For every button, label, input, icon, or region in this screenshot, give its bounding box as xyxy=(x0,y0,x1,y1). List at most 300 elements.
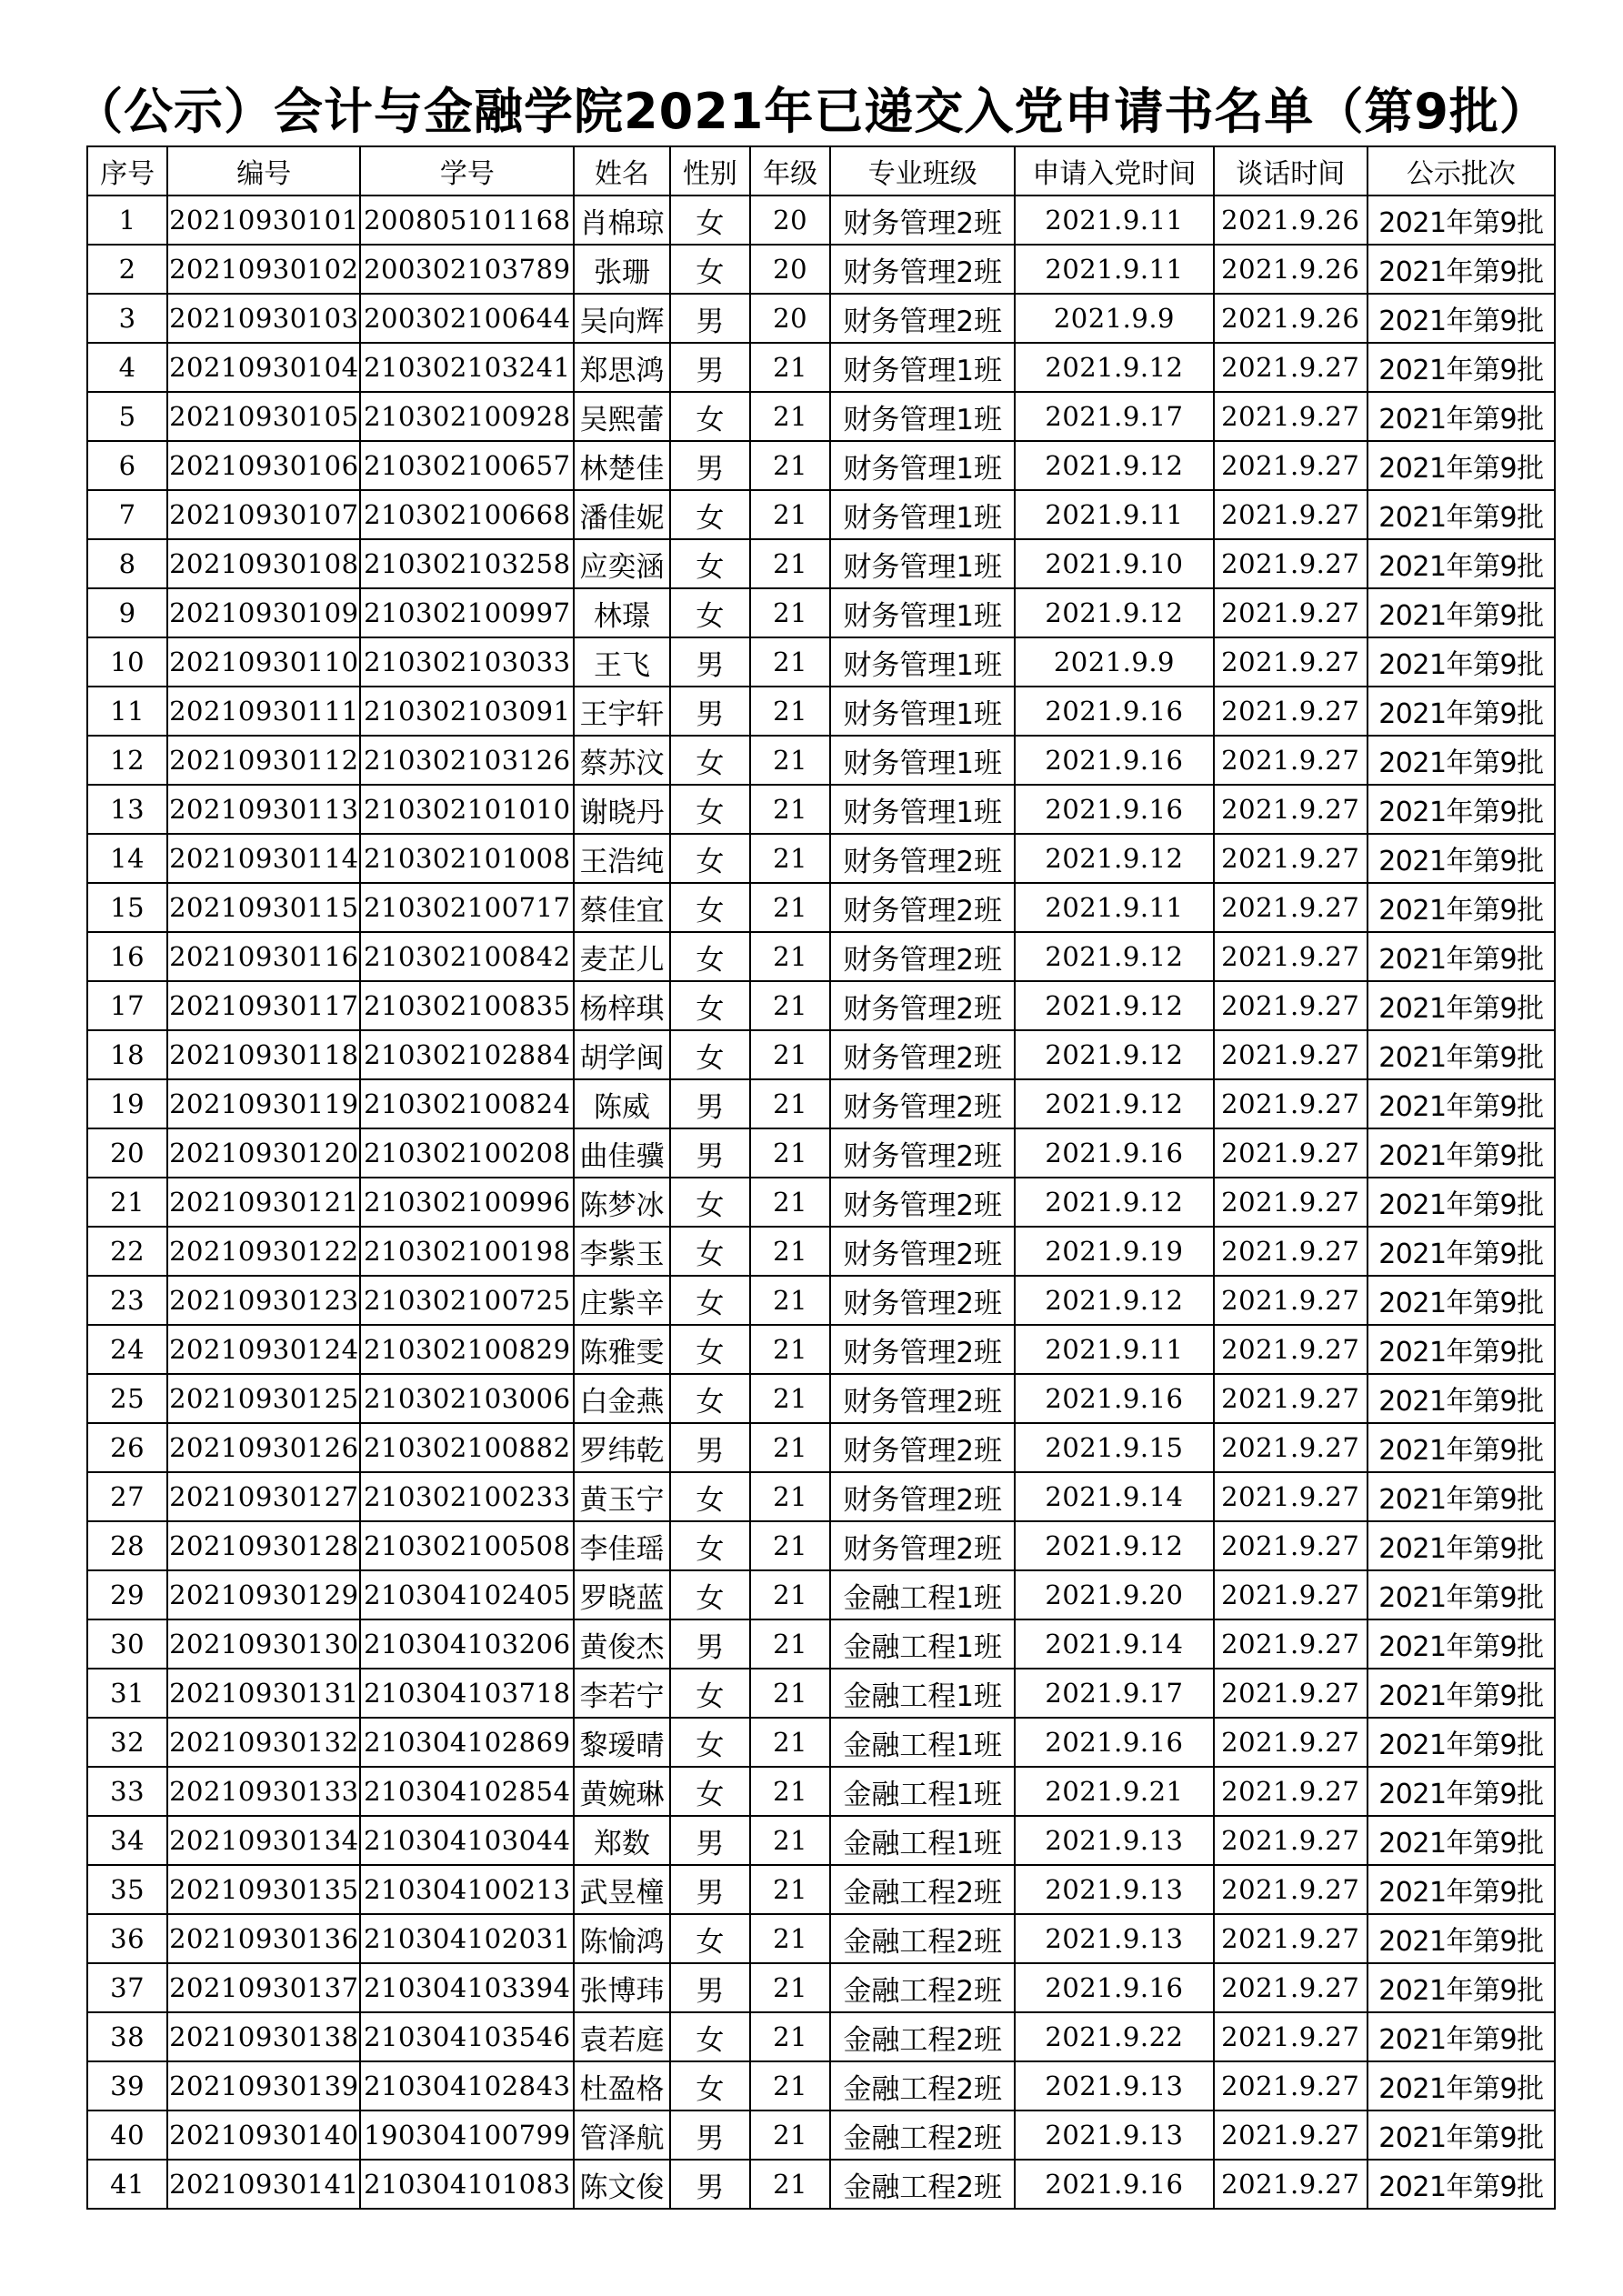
cell-batch: 2021年第9批 xyxy=(1368,1325,1555,1374)
cell-name: 郑思鸿 xyxy=(574,343,670,392)
table-row xyxy=(87,1178,1555,1227)
cell-gender: 女 xyxy=(670,1030,750,1079)
cell-record-number: 20210930119 xyxy=(167,1079,360,1128)
table-row xyxy=(87,1030,1555,1079)
cell-application-date: 2021.9.16 xyxy=(1015,1718,1213,1767)
cell-class: 金融工程2班 xyxy=(830,1865,1015,1914)
cell-record-number: 20210930109 xyxy=(167,588,360,637)
cell-gender: 女 xyxy=(670,490,750,539)
cell-class: 财务管理1班 xyxy=(830,588,1015,637)
header-name: 姓名 xyxy=(574,146,670,196)
cell-index: 7 xyxy=(87,490,167,539)
cell-grade: 21 xyxy=(750,2111,830,2160)
cell-student-id: 210302102884 xyxy=(360,1030,574,1079)
cell-grade: 21 xyxy=(750,2160,830,2209)
cell-grade: 21 xyxy=(750,1325,830,1374)
cell-gender: 女 xyxy=(670,981,750,1030)
cell-record-number: 20210930121 xyxy=(167,1178,360,1227)
cell-grade: 21 xyxy=(750,1423,830,1472)
cell-class: 金融工程2班 xyxy=(830,1963,1015,2012)
cell-name: 潘佳妮 xyxy=(574,490,670,539)
table-row xyxy=(87,1374,1555,1423)
cell-name: 蔡苏汶 xyxy=(574,736,670,785)
cell-interview-date: 2021.9.27 xyxy=(1214,1570,1368,1619)
cell-application-date: 2021.9.16 xyxy=(1015,736,1213,785)
cell-grade: 21 xyxy=(750,736,830,785)
header-application-date: 申请入党时间 xyxy=(1015,146,1213,196)
cell-index: 15 xyxy=(87,883,167,932)
cell-application-date: 2021.9.14 xyxy=(1015,1472,1213,1521)
cell-record-number: 20210930114 xyxy=(167,834,360,883)
cell-index: 5 xyxy=(87,392,167,441)
cell-gender: 女 xyxy=(670,588,750,637)
cell-index: 33 xyxy=(87,1767,167,1816)
cell-student-id: 210302103241 xyxy=(360,343,574,392)
cell-gender: 女 xyxy=(670,245,750,294)
cell-index: 26 xyxy=(87,1423,167,1472)
cell-application-date: 2021.9.16 xyxy=(1015,2160,1213,2209)
table-row xyxy=(87,736,1555,785)
cell-class: 金融工程1班 xyxy=(830,1669,1015,1718)
cell-grade: 21 xyxy=(750,2012,830,2061)
cell-application-date: 2021.9.14 xyxy=(1015,1619,1213,1669)
header-batch: 公示批次 xyxy=(1368,146,1555,196)
cell-student-id: 210302101010 xyxy=(360,785,574,834)
header-index: 序号 xyxy=(87,146,167,196)
cell-class: 金融工程1班 xyxy=(830,1718,1015,1767)
cell-record-number: 20210930127 xyxy=(167,1472,360,1521)
table-row xyxy=(87,1914,1555,1963)
cell-gender: 男 xyxy=(670,1423,750,1472)
cell-grade: 21 xyxy=(750,981,830,1030)
cell-gender: 女 xyxy=(670,932,750,981)
cell-batch: 2021年第9批 xyxy=(1368,637,1555,687)
cell-student-id: 200302100644 xyxy=(360,294,574,343)
cell-class: 财务管理2班 xyxy=(830,1276,1015,1325)
cell-interview-date: 2021.9.27 xyxy=(1214,1374,1368,1423)
table-row xyxy=(87,981,1555,1030)
cell-interview-date: 2021.9.27 xyxy=(1214,1669,1368,1718)
cell-batch: 2021年第9批 xyxy=(1368,1914,1555,1963)
cell-application-date: 2021.9.11 xyxy=(1015,196,1213,245)
cell-interview-date: 2021.9.27 xyxy=(1214,1423,1368,1472)
cell-grade: 21 xyxy=(750,1128,830,1178)
cell-interview-date: 2021.9.27 xyxy=(1214,1128,1368,1178)
cell-grade: 21 xyxy=(750,785,830,834)
cell-batch: 2021年第9批 xyxy=(1368,932,1555,981)
cell-index: 13 xyxy=(87,785,167,834)
cell-grade: 21 xyxy=(750,1669,830,1718)
cell-class: 财务管理1班 xyxy=(830,736,1015,785)
cell-record-number: 20210930101 xyxy=(167,196,360,245)
cell-class: 财务管理1班 xyxy=(830,687,1015,736)
cell-record-number: 20210930129 xyxy=(167,1570,360,1619)
cell-batch: 2021年第9批 xyxy=(1368,441,1555,490)
cell-gender: 女 xyxy=(670,834,750,883)
cell-record-number: 20210930128 xyxy=(167,1521,360,1570)
cell-grade: 21 xyxy=(750,441,830,490)
cell-name: 杜盈格 xyxy=(574,2061,670,2111)
table-row xyxy=(87,1718,1555,1767)
cell-index: 19 xyxy=(87,1079,167,1128)
cell-index: 30 xyxy=(87,1619,167,1669)
cell-gender: 女 xyxy=(670,1227,750,1276)
cell-class: 财务管理2班 xyxy=(830,1521,1015,1570)
table-row xyxy=(87,294,1555,343)
cell-record-number: 20210930131 xyxy=(167,1669,360,1718)
cell-grade: 21 xyxy=(750,1767,830,1816)
cell-student-id: 210304101083 xyxy=(360,2160,574,2209)
cell-application-date: 2021.9.16 xyxy=(1015,687,1213,736)
cell-record-number: 20210930140 xyxy=(167,2111,360,2160)
cell-gender: 男 xyxy=(670,2111,750,2160)
cell-student-id: 210304103044 xyxy=(360,1816,574,1865)
cell-record-number: 20210930116 xyxy=(167,932,360,981)
cell-interview-date: 2021.9.27 xyxy=(1214,1914,1368,1963)
cell-grade: 20 xyxy=(750,245,830,294)
table-row xyxy=(87,1227,1555,1276)
cell-student-id: 210304103206 xyxy=(360,1619,574,1669)
cell-class: 财务管理1班 xyxy=(830,785,1015,834)
cell-student-id: 210302100233 xyxy=(360,1472,574,1521)
cell-record-number: 20210930126 xyxy=(167,1423,360,1472)
cell-gender: 女 xyxy=(670,736,750,785)
cell-gender: 女 xyxy=(670,883,750,932)
cell-interview-date: 2021.9.27 xyxy=(1214,1619,1368,1669)
cell-class: 财务管理2班 xyxy=(830,245,1015,294)
cell-batch: 2021年第9批 xyxy=(1368,1178,1555,1227)
cell-class: 金融工程1班 xyxy=(830,1767,1015,1816)
cell-interview-date: 2021.9.27 xyxy=(1214,1227,1368,1276)
cell-class: 财务管理2班 xyxy=(830,1374,1015,1423)
cell-interview-date: 2021.9.27 xyxy=(1214,981,1368,1030)
cell-grade: 21 xyxy=(750,1963,830,2012)
cell-grade: 21 xyxy=(750,1374,830,1423)
header-class: 专业班级 xyxy=(830,146,1015,196)
cell-name: 陈文俊 xyxy=(574,2160,670,2209)
cell-index: 23 xyxy=(87,1276,167,1325)
table-row xyxy=(87,2111,1555,2160)
cell-batch: 2021年第9批 xyxy=(1368,1079,1555,1128)
cell-student-id: 210302103091 xyxy=(360,687,574,736)
cell-grade: 21 xyxy=(750,343,830,392)
cell-interview-date: 2021.9.27 xyxy=(1214,539,1368,588)
cell-name: 张珊 xyxy=(574,245,670,294)
cell-grade: 21 xyxy=(750,1227,830,1276)
cell-class: 财务管理2班 xyxy=(830,196,1015,245)
cell-name: 罗纬乾 xyxy=(574,1423,670,1472)
cell-gender: 女 xyxy=(670,1767,750,1816)
cell-interview-date: 2021.9.27 xyxy=(1214,1521,1368,1570)
cell-name: 庄紫辛 xyxy=(574,1276,670,1325)
cell-batch: 2021年第9批 xyxy=(1368,539,1555,588)
cell-index: 17 xyxy=(87,981,167,1030)
cell-application-date: 2021.9.13 xyxy=(1015,2061,1213,2111)
cell-grade: 21 xyxy=(750,1619,830,1669)
cell-name: 管泽航 xyxy=(574,2111,670,2160)
cell-student-id: 210304103718 xyxy=(360,1669,574,1718)
cell-record-number: 20210930106 xyxy=(167,441,360,490)
cell-name: 黎瑷晴 xyxy=(574,1718,670,1767)
cell-batch: 2021年第9批 xyxy=(1368,1669,1555,1718)
cell-application-date: 2021.9.16 xyxy=(1015,785,1213,834)
cell-grade: 21 xyxy=(750,1865,830,1914)
table-row xyxy=(87,1767,1555,1816)
cell-class: 金融工程1班 xyxy=(830,1619,1015,1669)
cell-batch: 2021年第9批 xyxy=(1368,834,1555,883)
cell-index: 37 xyxy=(87,1963,167,2012)
cell-gender: 男 xyxy=(670,343,750,392)
cell-interview-date: 2021.9.26 xyxy=(1214,294,1368,343)
cell-batch: 2021年第9批 xyxy=(1368,392,1555,441)
cell-application-date: 2021.9.15 xyxy=(1015,1423,1213,1472)
cell-interview-date: 2021.9.27 xyxy=(1214,2012,1368,2061)
cell-grade: 21 xyxy=(750,1718,830,1767)
header-interview-date: 谈话时间 xyxy=(1214,146,1368,196)
cell-class: 财务管理1班 xyxy=(830,637,1015,687)
cell-name: 吴熙蕾 xyxy=(574,392,670,441)
cell-student-id: 210304102843 xyxy=(360,2061,574,2111)
cell-application-date: 2021.9.12 xyxy=(1015,834,1213,883)
cell-record-number: 20210930103 xyxy=(167,294,360,343)
cell-index: 4 xyxy=(87,343,167,392)
cell-student-id: 210302100997 xyxy=(360,588,574,637)
cell-interview-date: 2021.9.27 xyxy=(1214,490,1368,539)
cell-index: 1 xyxy=(87,196,167,245)
cell-interview-date: 2021.9.27 xyxy=(1214,588,1368,637)
cell-interview-date: 2021.9.27 xyxy=(1214,1325,1368,1374)
cell-student-id: 210304102854 xyxy=(360,1767,574,1816)
cell-record-number: 20210930134 xyxy=(167,1816,360,1865)
cell-application-date: 2021.9.13 xyxy=(1015,2111,1213,2160)
cell-gender: 女 xyxy=(670,1276,750,1325)
cell-interview-date: 2021.9.27 xyxy=(1214,834,1368,883)
cell-class: 金融工程1班 xyxy=(830,1816,1015,1865)
cell-interview-date: 2021.9.27 xyxy=(1214,736,1368,785)
cell-name: 陈梦冰 xyxy=(574,1178,670,1227)
cell-grade: 21 xyxy=(750,1816,830,1865)
cell-index: 12 xyxy=(87,736,167,785)
cell-batch: 2021年第9批 xyxy=(1368,2160,1555,2209)
cell-index: 21 xyxy=(87,1178,167,1227)
cell-record-number: 20210930104 xyxy=(167,343,360,392)
cell-batch: 2021年第9批 xyxy=(1368,588,1555,637)
cell-grade: 21 xyxy=(750,392,830,441)
cell-application-date: 2021.9.13 xyxy=(1015,1865,1213,1914)
cell-batch: 2021年第9批 xyxy=(1368,1374,1555,1423)
cell-index: 11 xyxy=(87,687,167,736)
cell-name: 胡学闽 xyxy=(574,1030,670,1079)
cell-interview-date: 2021.9.27 xyxy=(1214,1963,1368,2012)
cell-application-date: 2021.9.13 xyxy=(1015,1816,1213,1865)
cell-batch: 2021年第9批 xyxy=(1368,245,1555,294)
cell-application-date: 2021.9.17 xyxy=(1015,392,1213,441)
cell-student-id: 210302100198 xyxy=(360,1227,574,1276)
cell-grade: 20 xyxy=(750,196,830,245)
cell-index: 41 xyxy=(87,2160,167,2209)
cell-record-number: 20210930141 xyxy=(167,2160,360,2209)
cell-record-number: 20210930117 xyxy=(167,981,360,1030)
cell-record-number: 20210930135 xyxy=(167,1865,360,1914)
header-record-number: 编号 xyxy=(167,146,360,196)
cell-student-id: 210302100996 xyxy=(360,1178,574,1227)
table-row xyxy=(87,1619,1555,1669)
cell-gender: 女 xyxy=(670,392,750,441)
cell-index: 39 xyxy=(87,2061,167,2111)
cell-application-date: 2021.9.12 xyxy=(1015,1079,1213,1128)
cell-batch: 2021年第9批 xyxy=(1368,687,1555,736)
cell-gender: 女 xyxy=(670,1914,750,1963)
cell-gender: 女 xyxy=(670,2061,750,2111)
cell-grade: 21 xyxy=(750,1570,830,1619)
cell-record-number: 20210930137 xyxy=(167,1963,360,2012)
cell-gender: 男 xyxy=(670,1963,750,2012)
cell-index: 18 xyxy=(87,1030,167,1079)
cell-application-date: 2021.9.16 xyxy=(1015,1374,1213,1423)
cell-batch: 2021年第9批 xyxy=(1368,785,1555,834)
cell-student-id: 210304103546 xyxy=(360,2012,574,2061)
cell-student-id: 210302103033 xyxy=(360,637,574,687)
cell-class: 财务管理2班 xyxy=(830,1227,1015,1276)
cell-grade: 21 xyxy=(750,637,830,687)
cell-index: 22 xyxy=(87,1227,167,1276)
header-student-id: 学号 xyxy=(360,146,574,196)
cell-name: 曲佳骥 xyxy=(574,1128,670,1178)
cell-record-number: 20210930139 xyxy=(167,2061,360,2111)
cell-batch: 2021年第9批 xyxy=(1368,1227,1555,1276)
cell-gender: 男 xyxy=(670,1865,750,1914)
cell-class: 金融工程1班 xyxy=(830,1570,1015,1619)
cell-batch: 2021年第9批 xyxy=(1368,196,1555,245)
cell-student-id: 210302103258 xyxy=(360,539,574,588)
cell-index: 9 xyxy=(87,588,167,637)
cell-student-id: 210304102405 xyxy=(360,1570,574,1619)
cell-application-date: 2021.9.11 xyxy=(1015,883,1213,932)
cell-name: 王宇轩 xyxy=(574,687,670,736)
cell-interview-date: 2021.9.27 xyxy=(1214,1865,1368,1914)
cell-gender: 女 xyxy=(670,1178,750,1227)
cell-grade: 21 xyxy=(750,1276,830,1325)
table-row xyxy=(87,785,1555,834)
cell-gender: 女 xyxy=(670,1718,750,1767)
cell-interview-date: 2021.9.27 xyxy=(1214,1079,1368,1128)
cell-student-id: 210302103006 xyxy=(360,1374,574,1423)
cell-student-id: 210302100508 xyxy=(360,1521,574,1570)
cell-class: 财务管理2班 xyxy=(830,834,1015,883)
cell-gender: 男 xyxy=(670,637,750,687)
cell-application-date: 2021.9.12 xyxy=(1015,588,1213,637)
cell-grade: 21 xyxy=(750,588,830,637)
cell-batch: 2021年第9批 xyxy=(1368,1521,1555,1570)
cell-record-number: 20210930138 xyxy=(167,2012,360,2061)
cell-name: 麦芷儿 xyxy=(574,932,670,981)
cell-index: 27 xyxy=(87,1472,167,1521)
cell-application-date: 2021.9.22 xyxy=(1015,2012,1213,2061)
cell-gender: 男 xyxy=(670,687,750,736)
cell-name: 谢晓丹 xyxy=(574,785,670,834)
cell-student-id: 210302100668 xyxy=(360,490,574,539)
cell-gender: 女 xyxy=(670,196,750,245)
cell-record-number: 20210930125 xyxy=(167,1374,360,1423)
cell-interview-date: 2021.9.27 xyxy=(1214,932,1368,981)
cell-batch: 2021年第9批 xyxy=(1368,294,1555,343)
cell-application-date: 2021.9.11 xyxy=(1015,1325,1213,1374)
cell-batch: 2021年第9批 xyxy=(1368,2111,1555,2160)
cell-record-number: 20210930115 xyxy=(167,883,360,932)
header-gender: 性别 xyxy=(670,146,750,196)
cell-name: 应奕涵 xyxy=(574,539,670,588)
cell-class: 金融工程2班 xyxy=(830,1914,1015,1963)
cell-name: 黄俊杰 xyxy=(574,1619,670,1669)
cell-class: 财务管理2班 xyxy=(830,883,1015,932)
table-header-row xyxy=(87,146,1555,196)
cell-interview-date: 2021.9.27 xyxy=(1214,441,1368,490)
cell-index: 31 xyxy=(87,1669,167,1718)
cell-index: 32 xyxy=(87,1718,167,1767)
cell-interview-date: 2021.9.27 xyxy=(1214,1718,1368,1767)
cell-interview-date: 2021.9.27 xyxy=(1214,2111,1368,2160)
table-row xyxy=(87,883,1555,932)
cell-index: 10 xyxy=(87,637,167,687)
cell-name: 陈雅雯 xyxy=(574,1325,670,1374)
page-title: （公示）会计与金融学院2021年已递交入党申请书名单（第9批） xyxy=(74,83,1549,140)
cell-batch: 2021年第9批 xyxy=(1368,1276,1555,1325)
cell-student-id: 210302100824 xyxy=(360,1079,574,1128)
table-row xyxy=(87,2061,1555,2111)
cell-name: 陈愉鸿 xyxy=(574,1914,670,1963)
cell-application-date: 2021.9.12 xyxy=(1015,1276,1213,1325)
cell-class: 财务管理1班 xyxy=(830,343,1015,392)
cell-class: 金融工程2班 xyxy=(830,2160,1015,2209)
cell-name: 陈威 xyxy=(574,1079,670,1128)
cell-class: 财务管理2班 xyxy=(830,1178,1015,1227)
table-row xyxy=(87,539,1555,588)
cell-record-number: 20210930130 xyxy=(167,1619,360,1669)
table-row xyxy=(87,588,1555,637)
table-row xyxy=(87,1128,1555,1178)
cell-gender: 女 xyxy=(670,2012,750,2061)
cell-record-number: 20210930124 xyxy=(167,1325,360,1374)
table-row xyxy=(87,1276,1555,1325)
cell-gender: 男 xyxy=(670,1816,750,1865)
cell-index: 14 xyxy=(87,834,167,883)
cell-student-id: 210304100213 xyxy=(360,1865,574,1914)
cell-gender: 女 xyxy=(670,1521,750,1570)
cell-batch: 2021年第9批 xyxy=(1368,1570,1555,1619)
table-row xyxy=(87,2160,1555,2209)
header-grade: 年级 xyxy=(750,146,830,196)
table-row xyxy=(87,196,1555,245)
cell-interview-date: 2021.9.27 xyxy=(1214,1472,1368,1521)
cell-application-date: 2021.9.17 xyxy=(1015,1669,1213,1718)
cell-class: 财务管理2班 xyxy=(830,1128,1015,1178)
cell-student-id: 210302100829 xyxy=(360,1325,574,1374)
cell-interview-date: 2021.9.27 xyxy=(1214,2061,1368,2111)
cell-grade: 21 xyxy=(750,539,830,588)
cell-grade: 21 xyxy=(750,2061,830,2111)
cell-student-id: 200805101168 xyxy=(360,196,574,245)
cell-class: 金融工程2班 xyxy=(830,2111,1015,2160)
cell-student-id: 210302100208 xyxy=(360,1128,574,1178)
cell-record-number: 20210930102 xyxy=(167,245,360,294)
cell-grade: 21 xyxy=(750,1079,830,1128)
cell-batch: 2021年第9批 xyxy=(1368,981,1555,1030)
cell-application-date: 2021.9.19 xyxy=(1015,1227,1213,1276)
cell-index: 36 xyxy=(87,1914,167,1963)
cell-application-date: 2021.9.12 xyxy=(1015,932,1213,981)
cell-gender: 女 xyxy=(670,539,750,588)
cell-name: 王飞 xyxy=(574,637,670,687)
